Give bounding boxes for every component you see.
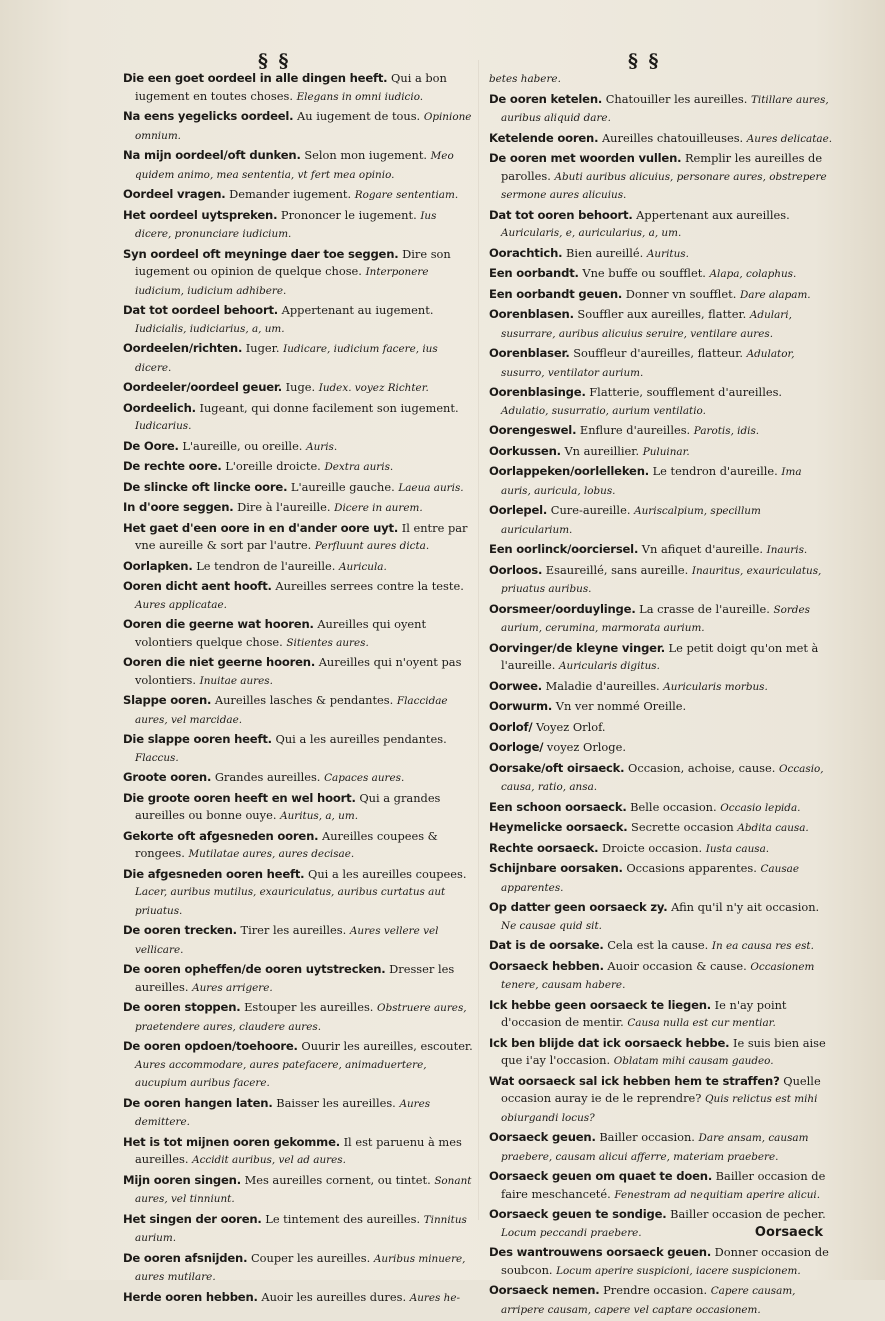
entry-latin: Fenestram ad nequitiam aperire alicui. xyxy=(614,1188,821,1201)
entry-french: L'aureille, ou oreille. xyxy=(182,438,303,453)
entry-latin: Iudicare, iudicium facere, ius dicere. xyxy=(135,343,438,374)
entry-headword: Gekorte oft afgesneden ooren. xyxy=(123,828,319,843)
entry-latin: Dare alapam. xyxy=(739,288,811,301)
entry-latin: Causae apparentes. xyxy=(501,863,799,894)
entry-latin: Alapa, colaphus. xyxy=(709,268,797,280)
dictionary-entry xyxy=(489,207,833,243)
entry-french: Cela est la cause. xyxy=(607,938,709,952)
entry-headword: Schijnbare oorsaken. xyxy=(489,861,623,875)
dictionary-entry xyxy=(123,922,476,959)
entry-headword: Dat tot ooren behoort. xyxy=(489,207,633,222)
entry-french: Qui a les aureilles coupees. xyxy=(308,866,467,881)
entry-french: Enflure d'aureilles. xyxy=(579,423,691,437)
entry-latin: Aures demittere. xyxy=(135,1097,431,1128)
entry-headword: De Oore. xyxy=(123,438,179,453)
entry-headword: Een oorbandt. xyxy=(489,266,579,280)
entry-french: Qui a bon iugement en toutes choses. xyxy=(135,71,447,103)
entry-french: Grandes aureilles. xyxy=(214,770,321,784)
entry-french: Auoir les aureilles dures. xyxy=(261,1289,407,1304)
entry-latin: Opinione omnium. xyxy=(135,111,472,142)
entry-headword: De ooren opheffen/de ooren uytstrecken. xyxy=(123,962,386,976)
dictionary-entry xyxy=(489,463,833,500)
entry-headword: Oorloge/ xyxy=(489,740,544,754)
entry-headword: Ooren die geerne wat hooren. xyxy=(123,617,314,631)
dictionary-entry xyxy=(489,760,833,797)
entry-latin: Aures arrigere. xyxy=(192,981,273,994)
entry-french: Aureilles chatouilleuses. xyxy=(601,130,744,145)
entry-latin: Perfluunt aures dicta. xyxy=(314,540,430,552)
entry-latin: Iusta causa. xyxy=(705,842,770,855)
entry-french: Belle occasion. xyxy=(630,799,717,814)
entry-latin: Accidit auribus, vel ad aures. xyxy=(192,1154,346,1166)
dictionary-entry xyxy=(489,443,833,462)
entry-french: Vn afiquet d'aureille. xyxy=(641,542,763,556)
entry-latin: Causa nulla est cur mentiar. xyxy=(627,1017,776,1029)
entry-headword: Het singen der ooren. xyxy=(123,1211,262,1226)
entry-headword: Oorsaeck geuen te sondige. xyxy=(489,1207,667,1221)
entry-french: Bailler occasion. xyxy=(599,1130,695,1144)
dictionary-entry xyxy=(489,70,833,89)
entry-french: Il entre par vne aureille & sort par l'autre. xyxy=(135,520,468,552)
entry-headword: Groote ooren. xyxy=(123,770,212,784)
entry-headword: Oorenblasen. xyxy=(489,307,574,321)
dictionary-entry xyxy=(489,601,833,638)
entry-latin: Auriscalpium, specillum auricularium. xyxy=(501,505,761,536)
dictionary-entry xyxy=(489,678,833,697)
dictionary-entry xyxy=(489,1073,833,1128)
entry-latin: Locum peccandi praebere. xyxy=(501,1226,642,1239)
entry-headword: Op datter geen oorsaeck zy. xyxy=(489,900,668,914)
entry-headword: De ooren trecken. xyxy=(123,923,237,937)
entry-french: Cure-aureille. xyxy=(550,503,631,517)
entry-latin: Sonant aures, vel tinniunt. xyxy=(135,1174,472,1205)
entry-latin: Auricularis digitus. xyxy=(559,660,660,672)
entry-french: Aureilles serrees contre la teste. xyxy=(275,579,464,593)
entry-latin: Mutilatae aures, aures decisae. xyxy=(188,848,355,860)
entry-french: Bailler occasion de pecher. xyxy=(670,1207,826,1221)
entry-headword: Oorlappeken/oorlelleken. xyxy=(489,464,649,478)
entry-headword: In d'oore seggen. xyxy=(123,500,234,514)
entry-headword: Na mijn oordeel/oft dunken. xyxy=(123,148,301,162)
entry-latin: Abuti auribus alicuius, personare aures, obstrepere sermone aures alicuius. xyxy=(501,170,827,201)
entry-headword: Oorsaeck nemen. xyxy=(489,1283,600,1297)
entry-french: Chatouiller les aureilles. xyxy=(605,91,748,106)
entry-headword: De ooren stoppen. xyxy=(123,1000,241,1014)
dictionary-entry xyxy=(489,1282,833,1319)
entry-headword: Herde ooren hebben. xyxy=(123,1289,258,1304)
entry-headword: Die afgesneden ooren heeft. xyxy=(123,866,305,881)
dictionary-entry xyxy=(123,578,476,614)
entry-latin: Parotis, idis. xyxy=(693,425,760,437)
entry-latin: Inauris. xyxy=(766,544,808,556)
dictionary-entry xyxy=(489,91,833,128)
entry-headword: Het is tot mijnen ooren gekomme. xyxy=(123,1134,340,1149)
entry-headword: Oorlepel. xyxy=(489,503,548,517)
entry-headword: Oorwurm. xyxy=(489,699,553,713)
entry-headword: De ooren hangen laten. xyxy=(123,1095,273,1110)
page-header-right: § § xyxy=(628,50,661,72)
dictionary-entry xyxy=(123,1172,476,1209)
dictionary-entry xyxy=(123,340,476,377)
entry-latin: Sitientes aures. xyxy=(286,636,369,649)
entry-headword: Oorloos. xyxy=(489,562,543,577)
entry-french: Afin qu'il n'y ait occasion. xyxy=(671,900,820,914)
entry-headword: Slappe ooren. xyxy=(123,693,212,707)
entry-headword: Oorsaeck geuen. xyxy=(489,1130,596,1144)
entry-french: Tirer les aureilles. xyxy=(240,923,347,937)
entry-french: Couper les aureilles. xyxy=(250,1250,371,1265)
entry-french: Maladie d'aureilles. xyxy=(545,678,660,693)
entry-headword: Die groote ooren heeft en wel hoort. xyxy=(123,790,356,805)
entry-latin: Adulari, susurrare, auribus alicuius seruire, ventilare aures. xyxy=(501,309,792,340)
entry-latin: Auritus. xyxy=(646,247,689,260)
entry-french: Aureilles lasches & pendantes. xyxy=(214,693,394,707)
entry-french: Dire son iugement ou opinion de quelque chose. xyxy=(135,246,451,278)
entry-headword: Oordeelen/richten. xyxy=(123,341,243,355)
entry-french: Aureilles coupees & rongees. xyxy=(135,828,438,860)
entry-latin: Iudex. voyez Richter. xyxy=(318,382,429,394)
entry-latin: Abdita causa. xyxy=(737,822,809,834)
entry-latin: Auritus, a, um. xyxy=(280,810,359,822)
entry-headword: Een oorlinck/oorciersel. xyxy=(489,542,639,556)
dictionary-entry xyxy=(489,640,833,676)
entry-french: Secrette occasion xyxy=(631,820,734,834)
entry-latin: Auricula. xyxy=(338,560,387,573)
entry-headword: De ooren opdoen/toehoore. xyxy=(123,1039,298,1053)
entry-french: La crasse de l'aureille. xyxy=(639,601,770,616)
entry-latin: betes habere. xyxy=(489,73,561,85)
dictionary-entry xyxy=(123,1095,476,1132)
entry-latin: Aures accommodare, aures patefacere, animaduertere, aucupium auribus facere. xyxy=(135,1058,427,1089)
entry-latin: Capere causam, arripere causam, capere vel captare occasionem. xyxy=(501,1285,796,1316)
entry-french: Donner occasion de soubcon. xyxy=(501,1245,829,1277)
entry-latin: Occasio lepida. xyxy=(720,801,801,814)
entry-latin: Meo quidem animo, mea sententia, vt fert mea opinio. xyxy=(135,150,454,181)
dictionary-entry xyxy=(489,719,833,738)
dictionary-entry xyxy=(489,422,833,441)
entry-latin: Flaccus. xyxy=(135,751,179,764)
dictionary-entry xyxy=(123,400,476,436)
entry-latin: Elegans in omni iudicio. xyxy=(296,90,424,103)
entry-french: L'oreille droicte. xyxy=(225,459,321,473)
entry-french: Il est paruenu à mes aureilles. xyxy=(135,1134,462,1166)
dictionary-entry xyxy=(489,286,833,305)
entry-french: Appertenant aux aureilles. xyxy=(636,207,790,222)
entry-french: Qui a grandes aureilles ou bonne ouye. xyxy=(135,790,441,822)
entry-latin: Occasionem tenere, causam habere. xyxy=(501,960,815,991)
entry-french: Appertenant au iugement. xyxy=(281,303,434,317)
entry-headword: Oorsmeer/oorduylinge. xyxy=(489,601,636,616)
entry-headword: De ooren met woorden vullen. xyxy=(489,151,682,165)
dictionary-entry xyxy=(489,799,833,818)
entry-latin: Inauritus, exauriculatus, priuatus auribus. xyxy=(501,564,822,595)
dictionary-entry xyxy=(489,502,833,539)
dictionary-entry xyxy=(123,499,476,518)
dictionary-entry xyxy=(489,306,833,343)
entry-headword: De ooren ketelen. xyxy=(489,91,603,106)
catchword: Oorsaeck xyxy=(754,1225,823,1240)
dictionary-entry xyxy=(123,479,476,498)
dictionary-entry xyxy=(123,769,476,788)
entry-latin: Capaces aures. xyxy=(324,772,405,784)
dictionary-entry xyxy=(123,866,476,921)
dictionary-entry xyxy=(489,265,833,284)
dictionary-entry xyxy=(123,1134,476,1170)
dictionary-entry xyxy=(123,458,476,477)
dictionary-entry xyxy=(489,541,833,560)
entry-headword: Het oordeel uytspreken. xyxy=(123,207,278,222)
entry-latin: Aures applicatae. xyxy=(135,598,227,611)
entry-latin: Rogare sententiam. xyxy=(354,189,459,201)
entry-latin: Auris. xyxy=(306,440,338,453)
entry-headword: Dat tot oordeel behoort. xyxy=(123,303,279,317)
dictionary-entry xyxy=(489,562,833,599)
entry-latin: Oblatam mihi causam gaudeo. xyxy=(613,1055,774,1067)
dictionary-entry xyxy=(123,207,476,244)
entry-latin: Dare ansam, causam praebere, causam alicui afferre, materiam praebere. xyxy=(501,1132,809,1163)
entry-latin: Puluinar. xyxy=(642,445,690,458)
entry-headword: Rechte oorsaeck. xyxy=(489,840,599,855)
dictionary-entry xyxy=(123,961,476,997)
entry-french: Quelle occasion auray ie de le reprendre? xyxy=(501,1073,821,1105)
entry-french: Iuger. xyxy=(245,341,280,355)
entry-latin: Aures vellere vel vellicare. xyxy=(135,925,439,956)
dictionary-entry xyxy=(123,790,476,826)
entry-headword: De ooren afsnijden. xyxy=(123,1250,248,1265)
dictionary-entry xyxy=(489,997,833,1033)
entry-latin: Auricularis, e, auricularius, a, um. xyxy=(501,227,682,239)
entry-latin: Interponere iudicium, iudicium adhibere. xyxy=(135,266,429,297)
entry-latin: Adulator, susurro, ventilator aurium. xyxy=(501,348,795,379)
entry-headword: Mijn ooren singen. xyxy=(123,1172,241,1187)
entry-french: Qui a les aureilles pendantes. xyxy=(275,732,447,746)
entry-french: Iuge. xyxy=(285,380,316,394)
dictionary-entry xyxy=(123,1289,476,1308)
entry-french: Prendre occasion. xyxy=(603,1283,708,1297)
entry-headword: Oordeelich. xyxy=(123,400,196,415)
entry-latin: Aures delicatae. xyxy=(746,132,833,145)
dictionary-entry xyxy=(489,958,833,995)
entry-headword: Oordeel vragen. xyxy=(123,187,226,201)
entry-french: Dresser les aureilles. xyxy=(135,962,455,994)
entry-latin: Adulatio, susurratio, aurium ventilatio. xyxy=(501,404,706,417)
entry-latin: Lacer, auribus mutilus, exauriculatus, auribus curtatus aut priuatus. xyxy=(135,886,446,917)
entry-french: Vn aureillier. xyxy=(564,443,640,458)
entry-headword: Ick ben blijde dat ick oorsaeck hebbe. xyxy=(489,1035,730,1050)
entry-french: Le tintement des aureilles. xyxy=(265,1211,421,1226)
entry-latin: Dicere in aurem. xyxy=(334,502,423,514)
left-column xyxy=(123,70,476,1309)
entry-french: Souffleur d'aureilles, flatteur. xyxy=(573,346,744,360)
entry-french: L'aureille gauche. xyxy=(290,479,395,494)
entry-french: Remplir les aureilles de parolles. xyxy=(501,151,823,183)
dictionary-entry xyxy=(123,70,476,106)
entry-french: Prononcer le iugement. xyxy=(280,207,417,222)
dictionary-entry xyxy=(123,828,476,864)
entry-headword: Syn oordeel oft meyninge daer toe seggen. xyxy=(123,246,399,261)
dictionary-entry xyxy=(123,302,476,338)
entry-headword: Een schoon oorsaeck. xyxy=(489,799,627,814)
entry-french: Demander iugement. xyxy=(229,187,352,201)
entry-headword: Oorwee. xyxy=(489,678,542,693)
entry-headword: Oorsake/oft oirsaeck. xyxy=(489,760,625,775)
entry-french: Ie suis bien aise que i'ay l'occasion. xyxy=(501,1035,826,1067)
entry-headword: Ooren dicht aent hooft. xyxy=(123,579,272,593)
dictionary-entry xyxy=(489,150,833,205)
column-gutter xyxy=(478,60,479,1220)
dictionary-entry xyxy=(123,999,476,1036)
entry-latin: Ima auris, auricula, lobus. xyxy=(501,466,802,497)
entry-headword: Oorachtich. xyxy=(489,245,563,260)
entry-latin: Flaccidae aures, vel marcidae. xyxy=(135,695,448,726)
entry-french: Droicte occasion. xyxy=(602,840,703,855)
dictionary-entry xyxy=(123,1250,476,1287)
entry-french: Bien aureillé. xyxy=(565,245,644,260)
entry-headword: Na eens yegelicks oordeel. xyxy=(123,109,294,123)
entry-french: Au iugement de tous. xyxy=(297,109,421,123)
entry-latin: Tinnitus aurium. xyxy=(135,1213,467,1244)
entry-latin: Ius dicere, pronunciare iudicium. xyxy=(135,209,437,240)
entry-headword: Die slappe ooren heeft. xyxy=(123,732,272,746)
entry-french: Vn ver nommé Oreille. xyxy=(555,699,687,713)
dictionary-entry xyxy=(123,1038,476,1093)
dictionary-entry xyxy=(123,558,476,577)
entry-latin: Dextra auris. xyxy=(324,461,394,473)
entry-latin: Aures he- xyxy=(409,1291,461,1304)
entry-headword: Ick hebbe geen oorsaeck te liegen. xyxy=(489,997,711,1012)
dictionary-entry xyxy=(123,246,476,301)
entry-french: Vne buffe ou soufflet. xyxy=(582,266,706,280)
entry-latin: Auribus minuere, aures mutilare. xyxy=(135,1252,466,1283)
dictionary-entry xyxy=(489,937,833,956)
entry-french: Occasions apparentes. xyxy=(626,861,757,875)
entry-french: Aureilles qui n'oyent pas volontiers. xyxy=(135,655,462,687)
entry-french: Bailler occasion de faire meschanceté. xyxy=(501,1169,826,1201)
entry-french: Mes aureilles cornent, ou tintet. xyxy=(244,1172,431,1187)
entry-latin: Occasio, causa, ratio, ansa. xyxy=(501,762,824,793)
entry-headword: Een oorbandt geuen. xyxy=(489,286,623,301)
dictionary-entry xyxy=(123,616,476,652)
entry-headword: Oorsaeck geuen om quaet te doen. xyxy=(489,1169,713,1183)
entry-french: Auoir occasion & cause. xyxy=(607,958,747,973)
dictionary-entry xyxy=(489,1035,833,1071)
dictionary-entry xyxy=(123,379,476,398)
entry-headword: Ooren die niet geerne hooren. xyxy=(123,655,316,669)
entry-headword: Wat oorsaeck sal ick hebben hem te straffen? xyxy=(489,1073,780,1088)
entry-latin: Auricularis morbus. xyxy=(663,680,768,693)
entry-french: Estouper les aureilles. xyxy=(244,1000,374,1014)
dictionary-entry xyxy=(489,384,833,420)
entry-french: Aureilles qui oyent volontiers quelque chose. xyxy=(135,617,427,649)
entry-headword: Oorengeswel. xyxy=(489,423,577,437)
entry-french: Iugeant, qui donne facilement son iugement. xyxy=(199,400,459,415)
entry-headword: Oorvinger/de kleyne vinger. xyxy=(489,640,665,655)
dictionary-entry xyxy=(123,520,476,556)
entry-headword: Oordeeler/oordeel geuer. xyxy=(123,380,282,394)
entry-french: Selon mon iugement. xyxy=(304,148,428,162)
entry-headword: Heymelicke oorsaeck. xyxy=(489,820,628,834)
entry-french: Souffler aux aureilles, flatter. xyxy=(577,307,747,321)
entry-headword: Ketelende ooren. xyxy=(489,130,599,145)
entry-french: Ouurir les aureilles, escouter. xyxy=(301,1039,473,1053)
dictionary-entry xyxy=(123,654,476,690)
entry-french: Donner vn soufflet. xyxy=(625,286,737,301)
entry-french: Occasion, achoise, cause. xyxy=(628,760,776,775)
dictionary-entry xyxy=(489,1168,833,1204)
right-column xyxy=(489,70,833,1321)
dictionary-entry xyxy=(489,1244,833,1280)
entry-headword: De slincke oft lincke oore. xyxy=(123,479,288,494)
entry-headword: Die een goet oordeel in alle dingen heeft. xyxy=(123,71,388,85)
entry-headword: Des wantrouwens oorsaeck geuen. xyxy=(489,1245,712,1259)
dictionary-entry xyxy=(489,819,833,838)
dictionary-entry xyxy=(123,108,476,145)
entry-french: Le tendron de l'aureille. xyxy=(196,558,336,573)
entry-latin: Laeua auris. xyxy=(398,481,464,494)
dictionary-entry xyxy=(489,860,833,897)
dictionary-entry xyxy=(123,438,476,457)
entry-latin: Locum aperire suspicioni, iacere suspicionem. xyxy=(556,1264,801,1277)
dictionary-entry xyxy=(489,130,833,149)
entry-latin: Iudicarius. xyxy=(135,420,192,432)
entry-headword: Oorlapken. xyxy=(123,558,193,573)
dictionary-entry xyxy=(489,345,833,382)
entry-french: Esaureillé, sans aureille. xyxy=(545,562,689,577)
entry-headword: Dat is de oorsake. xyxy=(489,938,604,952)
entry-french: Baisser les aureilles. xyxy=(276,1095,396,1110)
dictionary-entry xyxy=(489,899,833,935)
entry-french: Le petit doigt qu'on met à l'aureille. xyxy=(501,640,819,672)
entry-french: voyez Orloge. xyxy=(546,740,626,754)
entry-french: Dire à l'aureille. xyxy=(237,500,331,514)
entry-headword: De rechte oore. xyxy=(123,459,222,473)
entry-latin: Titillare aures, auribus aliquid dare. xyxy=(501,93,829,124)
dictionary-entry xyxy=(123,692,476,729)
entry-headword: Het gaet d'een oore in en d'ander oore uyt. xyxy=(123,520,399,535)
entry-headword: Oorenblasinge. xyxy=(489,385,586,399)
dictionary-entry xyxy=(489,1129,833,1166)
entry-latin: In ea causa res est. xyxy=(711,940,814,952)
entry-french: Le tendron d'aureille. xyxy=(652,464,778,478)
dictionary-entry xyxy=(123,731,476,767)
dictionary-entry xyxy=(123,147,476,184)
entry-french: Flatterie, soufflement d'aureilles. xyxy=(589,385,783,399)
page-header-left: § § xyxy=(258,50,291,72)
entry-latin: Inuitae aures. xyxy=(199,674,273,687)
dictionary-entry xyxy=(489,245,833,264)
entry-latin: Sordes aurium, cerumina, marmorata aurium. xyxy=(501,603,810,634)
entry-latin: Quis relictus est mihi obiurgandi locus? xyxy=(501,1093,818,1124)
entry-headword: Oorlof/ xyxy=(489,719,533,734)
dictionary-entry xyxy=(489,840,833,859)
entry-french: Ie n'ay point d'occasion de mentir. xyxy=(501,997,787,1029)
entry-latin: Ne causae quid sit. xyxy=(501,919,602,932)
entry-headword: Oorsaeck hebben. xyxy=(489,958,604,973)
dictionary-entry xyxy=(123,1211,476,1248)
entry-french: Voyez Orlof. xyxy=(535,719,606,734)
entry-headword: Oorkussen. xyxy=(489,443,561,458)
dictionary-entry xyxy=(123,186,476,205)
entry-latin: Obstruere aures, praetendere aures, claudere aures. xyxy=(135,1002,467,1033)
dictionary-entry xyxy=(489,698,833,717)
dictionary-entry xyxy=(489,739,833,758)
entry-headword: Oorenblaser. xyxy=(489,346,570,360)
entry-latin: Iudicialis, iudiciarius, a, um. xyxy=(135,322,285,335)
